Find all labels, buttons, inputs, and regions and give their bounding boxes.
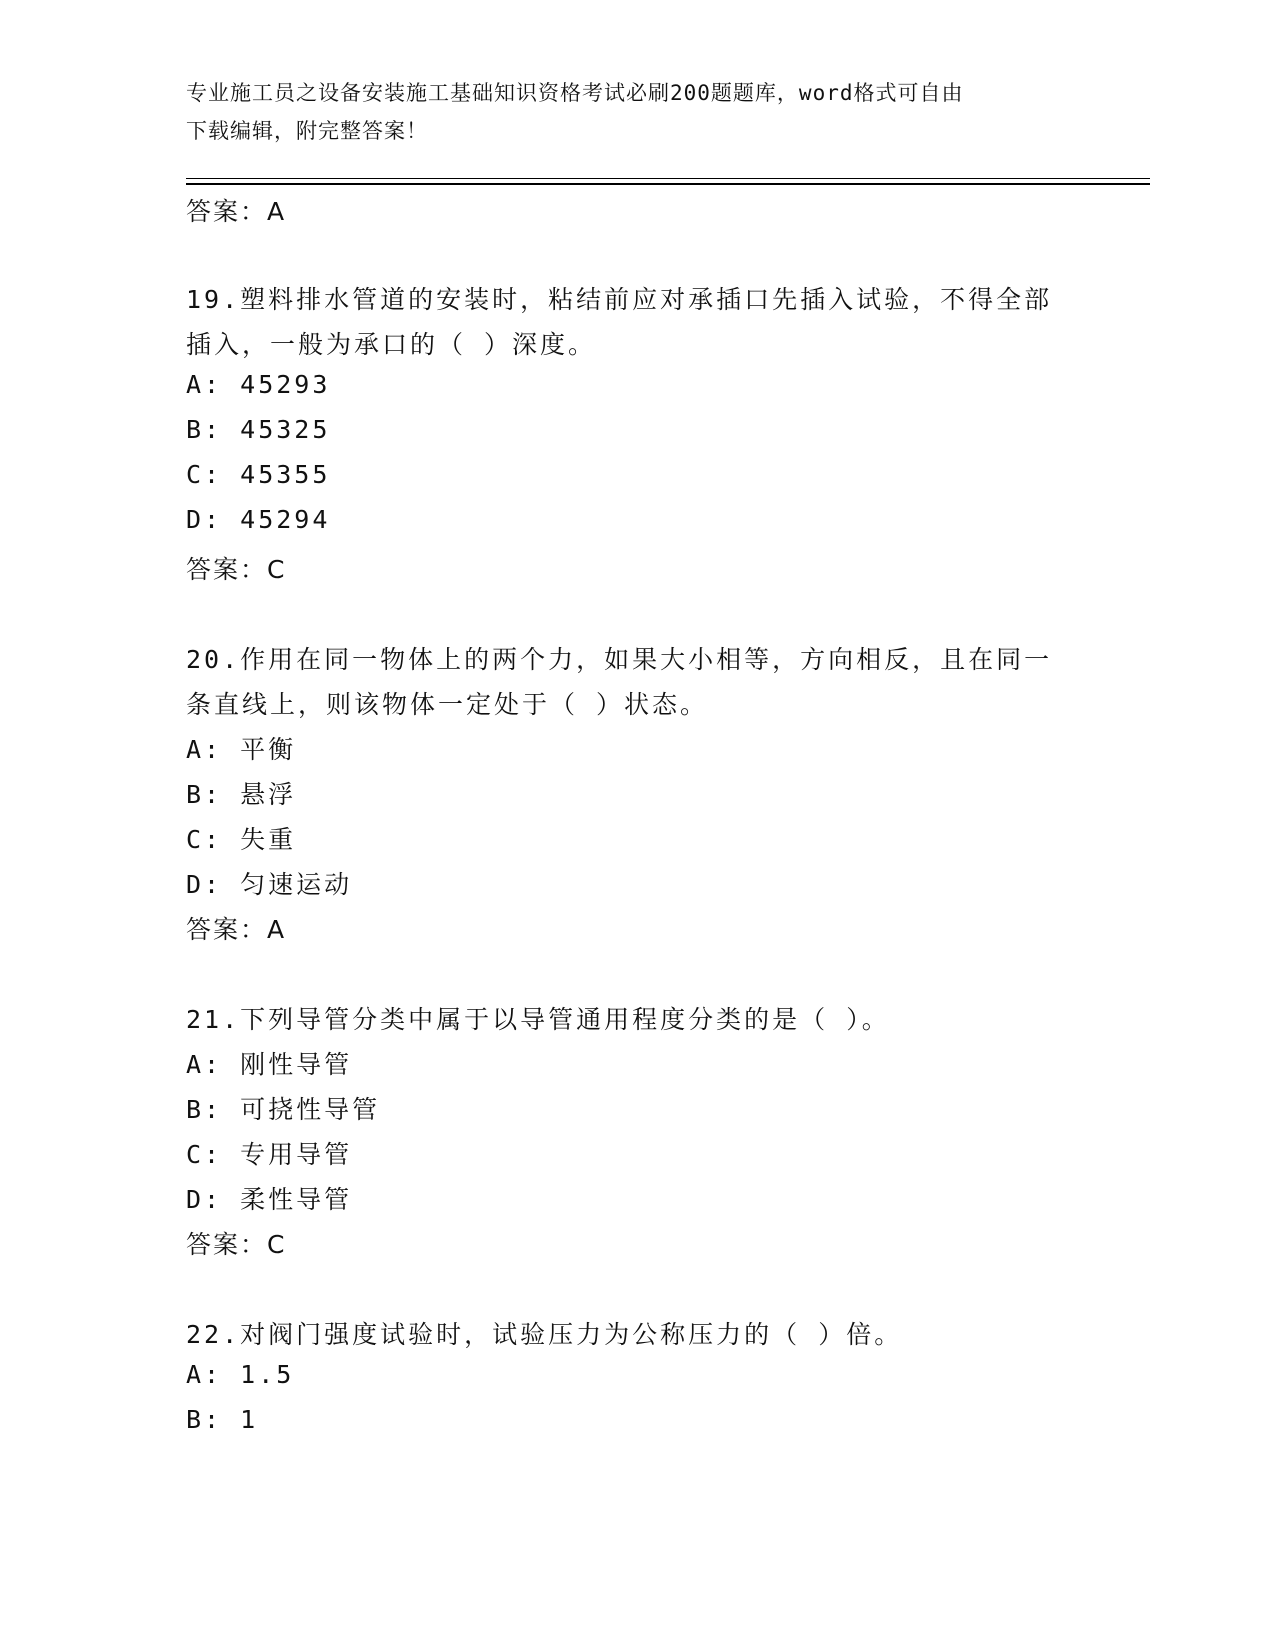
question-22-option-a: A: 1.5 [186, 1360, 295, 1389]
question-20-stem-line-2: 条直线上，则该物体一定处于（ ）状态。 [186, 690, 709, 719]
question-21-option-c: C: 专用导管 [186, 1140, 353, 1169]
question-20-stem-line-1: 20.作用在同一物体上的两个力，如果大小相等，方向相反，且在同一 [186, 645, 1053, 674]
question-21-option-a: A: 刚性导管 [186, 1050, 353, 1079]
header-divider-thin [186, 178, 1150, 179]
previous-answer: 答案：A [186, 197, 287, 226]
document-header [186, 74, 1086, 150]
question-21-stem-line-1: 21.下列导管分类中属于以导管通用程度分类的是（ ）。 [186, 1005, 890, 1034]
question-20-option-c: C: 失重 [186, 825, 297, 854]
question-21-answer: 答案：C [186, 1230, 287, 1259]
question-20-option-a: A: 平衡 [186, 735, 297, 764]
question-21-option-b: B: 可挠性导管 [186, 1095, 381, 1124]
question-19-option-a: A: 45293 [186, 370, 331, 399]
question-20-option-b: B: 悬浮 [186, 780, 297, 809]
header-line-1: 专业施工员之设备安装施工基础知识资格考试必刷200题题库，word格式可自由 [186, 81, 964, 105]
question-19-option-d: D: 45294 [186, 505, 331, 534]
header-divider-thick [186, 183, 1150, 185]
question-19-option-c: C: 45355 [186, 460, 331, 489]
question-20-option-d: D: 匀速运动 [186, 870, 353, 899]
question-20-answer: 答案：A [186, 915, 287, 944]
question-22-stem-line-1: 22.对阀门强度试验时，试验压力为公称压力的（ ）倍。 [186, 1320, 903, 1349]
question-19-answer: 答案：C [186, 555, 287, 584]
question-22-option-b: B: 1 [186, 1405, 259, 1434]
question-21-option-d: D: 柔性导管 [186, 1185, 353, 1214]
question-19-option-b: B: 45325 [186, 415, 331, 444]
question-19-stem-line-1: 19.塑料排水管道的安装时，粘结前应对承插口先插入试验，不得全部 [186, 285, 1053, 314]
header-line-2: 下载编辑，附完整答案！ [186, 119, 428, 143]
question-19-stem-line-2: 插入，一般为承口的（ ）深度。 [186, 330, 597, 359]
